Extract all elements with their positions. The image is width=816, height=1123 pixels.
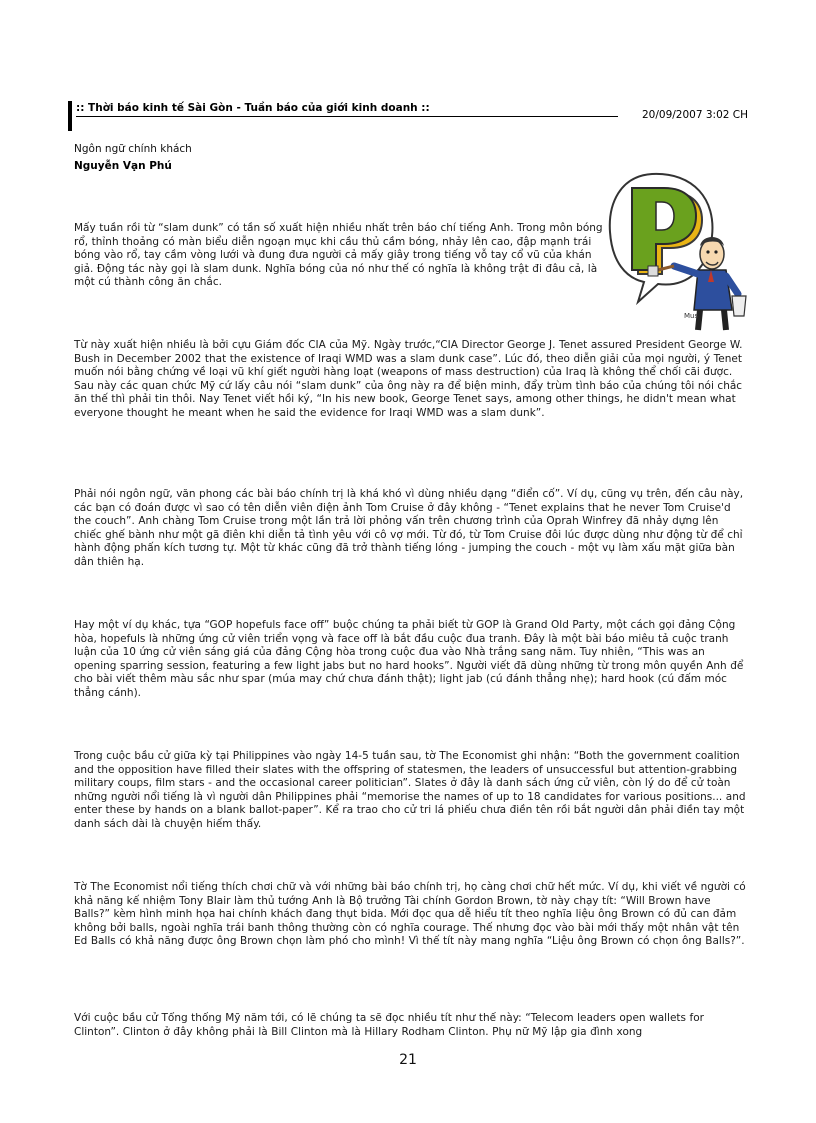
publish-datetime: 20/09/2007 3:02 CH [642, 109, 748, 121]
masthead-bar [68, 101, 72, 131]
article-paragraph: Tờ The Economist nổi tiếng thích chơi chữ và với những bài báo chính trị, họ càng chơi chữ hết mức. Ví dụ, khi viết về người có khả năng kế nhiệm Tony Blair làm thủ tướng Anh là Bộ trưởng Tài chính Gordon Brown, tờ này chạy tít: “Will Brown have Balls?” kèm hình minh họa hai chính khách đang thụt bida. Mới đọc qua dễ hiểu tít theo nghĩa liệu ông Brown có đủ can đảm không bởi balls, ngoài nghĩa trái banh thông thường còn có nghĩa courage. Thế nhưng đọc vào bài mới thấy một nhân vật tên Ed Balls có khả năng được ông Brown chọn làm phó cho mình! Vì thế tít này mang nghĩa “Liệu ông Brown có chọn ông Balls?”. [74, 881, 746, 948]
article-paragraph: Hay một ví dụ khác, tựa “GOP hopefuls face off” buộc chúng ta phải biết từ GOP là Grand Old Party, một cách gọi đảng Cộng hòa, hopefuls là những ứng cử viên triển vọng và face off là bắt đầu cuộc đua tranh. Đây là một bài báo miêu tả cuộc tranh luận của 10 ứng cử viên sáng giá của đảng Cộng hòa trong cuộc đua vào Nhà trắng sang năm. Tuy nhiên, “This was an opening sparring session, featuring a few light jabs but no hard hooks”. Người viết đã dùng những từ trong môn quyền Anh để cho bài viết thêm màu sắc như spar (múa may chứ chưa đánh thật); light jab (cú đánh thẳng nhẹ); hard hook (cú đấm móc thẳng cánh). [74, 619, 744, 699]
article-paragraph: Từ này xuất hiện nhiều là bởi cựu Giám đốc CIA của Mỹ. Ngày trước,“CIA Director George J. Tenet assured President George W. Bush in December 2002 that the existence of Iraqi WMD was a slam dunk case”. Lúc đó, theo diễn giải của mọi người, ý Tenet muốn nói bằng chứng về loại vũ khí giết người hàng loạt (weapons of mass destruction) của Iraq là không thể chối cãi được. Sau này các quan chức Mỹ cứ lấy câu nói “slam dunk” của ông này ra để biện minh, đẩy trùm tình báo của chúng tôi nói chắc ăn thế thì phải tin thôi. Nay Tenet viết hồi ký, “In his new book, George Tenet says, among other things, he didn't mean what everyone thought he meant when he said the evidence for Iraqi WMD was a slam dunk”. [74, 339, 743, 419]
publication-title: :: Thời báo kinh tế Sài Gòn - Tuần báo của giới kinh doanh :: [76, 102, 430, 114]
article-author: Nguyễn Vạn Phú [74, 160, 172, 172]
article-paragraph: Phải nói ngôn ngữ, văn phong các bài báo chính trị là khá khó vì dùng nhiều dạng “điển cố”. Ví dụ, cũng vụ trên, đến câu này, các bạn có đoán được vì sao có tên diễn viên điện ảnh Tom Cruise ở đây không - “Tenet explains that he never Tom Cruise'd the couch”. Anh chàng Tom Cruise trong một lần trả lời phỏng vấn trên chương trình của Oprah Winfrey đã nhảy dựng lên chiếc ghế bành như một gã điên khi diễn tả tình yêu với cô vợ mới. Từ đó, từ Tom Cruise đôi lúc được dùng như động từ để chỉ hành động phấn kích tương tự. Một từ khác cũng đã trở thành tiếng lóng - jumping the couch - một vụ làm xấu mặt giữa bàn dân thiên hạ. [74, 488, 744, 568]
masthead-rule [76, 116, 618, 117]
illustration-caption: Mus [684, 312, 699, 320]
masthead [68, 101, 748, 131]
article-paragraph-truncated: Với cuộc bầu cử Tổng thống Mỹ năm tới, có lẽ chúng ta sẽ đọc nhiều tít như thế này: “Telecom leaders open wallets for Clinton”. Clinton ở đây không phải là Bill Clinton mà là Hillary Rodham Clinton. Phụ nữ Mỹ lập gia đình xong [74, 1012, 704, 1038]
painter-illustration [608, 170, 748, 336]
article-paragraph: Trong cuộc bầu cử giữa kỳ tại Philippines vào ngày 14-5 tuần sau, tờ The Economist ghi nhận: “Both the government coalition and the opposition have filled their slates with the offspring of statesmen, the leaders of unsuccessful but attention-grabbing military coups, film stars - and the occasional career politician”. Slates ở đây là danh sách ứng cử viên, còn lý do để cử toàn những người nổi tiếng là vì người dân Philippines phải “memorise the names of up to 18 candidates for various positions... and enter these by hands on a blank ballot-paper”. Kể ra trao cho cử tri lá phiếu chưa điền tên rồi bắt người dân phải điền tay một danh sách dài là chuyện hiếm thấy. [74, 750, 746, 830]
article-section: Ngôn ngữ chính khách [74, 143, 192, 155]
page-number: 21 [399, 1052, 417, 1068]
article-paragraph: Mấy tuần rồi từ “slam dunk” có tần số xuất hiện nhiều nhất trên báo chí tiếng Anh. Trong môn bóng rổ, thỉnh thoảng có màn biểu diễn ngoạn mục khi cầu thủ cầm bóng, nhảy lên cao, đập mạnh trái bóng vào rổ, tay cầm vòng lưới và đung đưa người cả mấy giây trong tiếng vỗ tay cổ vũ của khán giả. Động tác này gọi là slam dunk. Nghĩa bóng của nó như thế có nghĩa là không trật đi đâu cả, là một cú thành công ăn chắc. [74, 222, 603, 289]
